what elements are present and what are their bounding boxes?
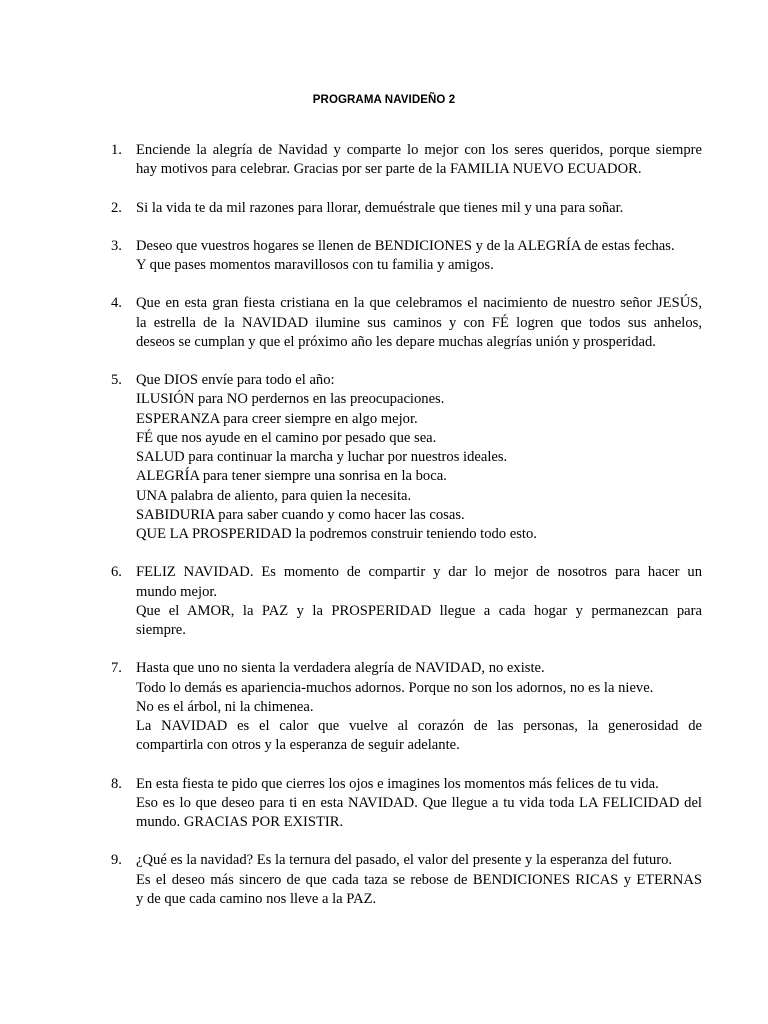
list-item-line: No es el árbol, ni la chimenea. [136, 698, 314, 715]
list-item-number: 7. [111, 660, 122, 677]
list-item-line: ILUSIÓN para NO perdernos en las preocupaciones. [136, 391, 445, 408]
list-item-line: mundo mejor. [136, 583, 218, 600]
list-item-line: SALUD para continuar la marcha y luchar por nuestros ideales. [136, 449, 508, 465]
list-item-line: Hasta que uno no sienta la verdadera alegría de NAVIDAD, no existe. [136, 660, 545, 677]
list-item-line: Todo lo demás es apariencia-muchos adornos. Porque no son los adornos, no es la nieve. [136, 679, 654, 696]
list-item-line: mundo. GRACIAS POR EXISTIR. [136, 814, 344, 830]
list-item-line: Que en esta gran fiesta cristiana en la que celebramos el nacimiento de nuestro señor JESÚS, [136, 295, 702, 312]
list-item-line: UNA palabra de aliento, para quien la necesita. [136, 487, 412, 504]
list-item-number: 5. [111, 372, 122, 388]
list-item-line: la estrella de la NAVIDAD ilumine sus caminos y con FÉ logren que todos sus anhelos, [136, 314, 702, 331]
list-item [111, 237, 702, 276]
list-item-line: deseos se cumplan y que el próximo año les depare muchas alegrías unión y prosperidad. [136, 333, 656, 350]
list-item-number: 8. [111, 775, 122, 792]
list-item-line: Eso es lo que deseo para ti en esta NAVIDAD. Que llegue a tu vida toda LA FELICIDAD del [136, 794, 702, 811]
list-item-number: 6. [111, 564, 122, 581]
list-item-line: La NAVIDAD es el calor que vuelve al corazón de las personas, la generosidad de [136, 718, 702, 734]
list-item-line: Enciende la alegría de Navidad y comparte lo mejor con los seres queridos, porque siempre [136, 142, 702, 158]
list-item-line: Es el deseo más sincero de que cada taza se rebose de BENDICIONES RICAS y ETERNAS [136, 871, 702, 888]
list-item-line: ALEGRÍA para tener siempre una sonrisa en la boca. [136, 468, 447, 485]
list-item [111, 141, 702, 180]
numbered-list [111, 141, 702, 928]
list-item-number: 4. [111, 295, 122, 312]
list-item-line: QUE LA PROSPERIDAD la podremos construir teniendo todo esto. [136, 526, 537, 542]
list-item [111, 294, 702, 352]
list-item-line: y de que cada camino nos lleve a la PAZ. [136, 890, 377, 907]
list-item-number: 9. [111, 852, 122, 869]
list-item-line: SABIDURIA para saber cuando y como hacer las cosas. [136, 506, 465, 523]
list-item-line: compartirla con otros y la esperanza de seguir adelante. [136, 737, 460, 754]
list-item [111, 199, 702, 218]
list-item-line: hay motivos para celebrar. Gracias por ser parte de la FAMILIA NUEVO ECUADOR. [136, 161, 642, 178]
list-item-line: ¿Qué es la navidad? Es la ternura del pasado, el valor del presente y la esperanza del futuro. [136, 852, 673, 869]
list-item [111, 775, 702, 833]
list-item [111, 851, 702, 909]
document-title: PROGRAMA NAVIDEÑO 2 [312, 94, 456, 106]
list-item-line: Deseo que vuestros hogares se llenen de BENDICIONES y de la ALEGRÍA de estas fechas. [136, 237, 675, 254]
list-item-number: 3. [111, 237, 122, 254]
list-item-line: Si la vida te da mil razones para llorar, demuéstrale que tienes mil y una para soñar. [136, 199, 624, 216]
list-item-line: Que el AMOR, la PAZ y la PROSPERIDAD llegue a cada hogar y permanezcan para [136, 602, 702, 619]
list-item [111, 659, 702, 755]
list-item-line: FELIZ NAVIDAD. Es momento de compartir y dar lo mejor de nosotros para hacer un [136, 564, 702, 581]
list-item-line: En esta fiesta te pido que cierres los ojos e imagines los momentos más felices de tu vida. [136, 775, 659, 792]
list-item [111, 371, 702, 544]
list-item-line: siempre. [136, 622, 186, 638]
list-item-number: 2. [111, 199, 122, 216]
list-item-line: FÉ que nos ayude en el camino por pesado que sea. [136, 429, 437, 446]
list-item-line: Que DIOS envíe para todo el año: [136, 372, 335, 388]
list-item [111, 563, 702, 640]
list-item-line: ESPERANZA para creer siempre en algo mejor. [136, 410, 418, 427]
list-item-line: Y que pases momentos maravillosos con tu familia y amigos. [136, 257, 494, 273]
list-item-number: 1. [111, 142, 122, 158]
